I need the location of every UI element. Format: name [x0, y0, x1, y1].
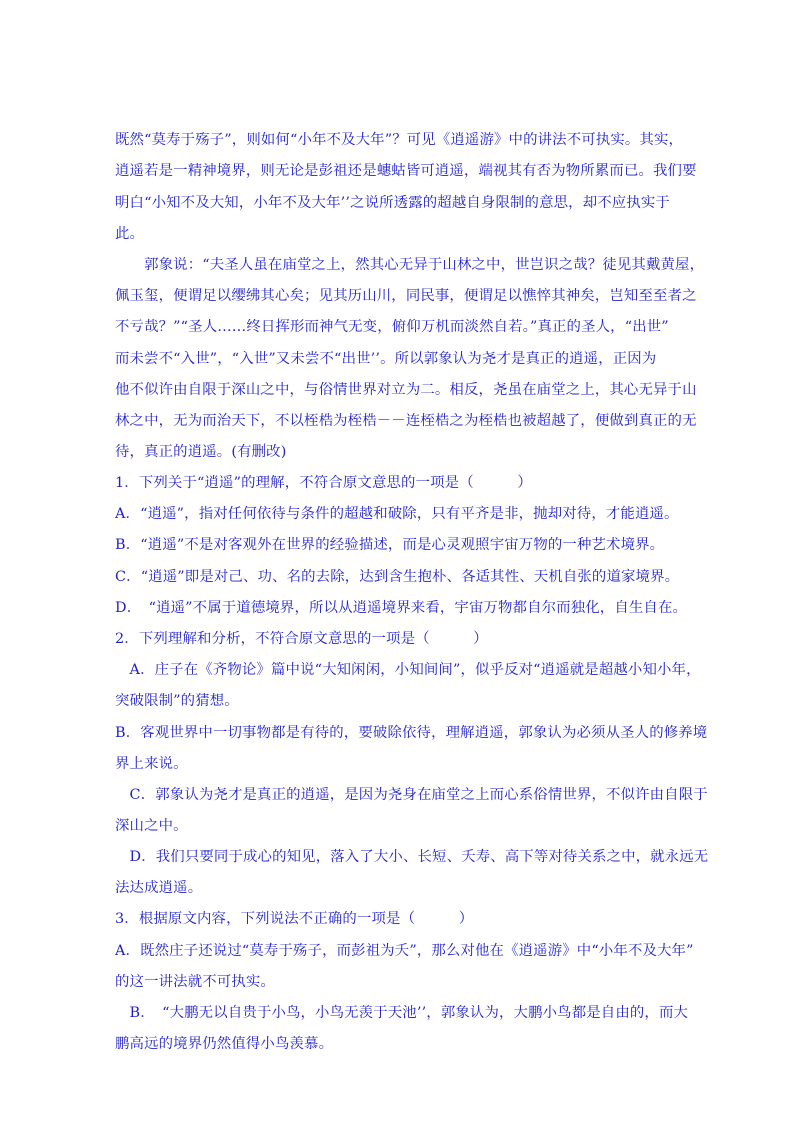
answer-option: 的这一讲法就不可执实。 [115, 974, 275, 990]
question-stem: 2．下列理解和分析，不符合原文意思的一项是（ ） [115, 631, 488, 647]
body-text-line: 郭象说：“夫圣人虽在庙堂之上，然其心无异于山林之中，世岂识之哉？徒见其戴黄屋， [115, 257, 705, 273]
body-text-line: 逍遥若是一精神境界，则无论是彭祖还是蟪蛄皆可逍遥，端视其有否为物所累而已。我们要 [115, 163, 697, 179]
answer-option: 法达成逍遥。 [115, 880, 203, 896]
answer-option: 突破限制”的猜想。 [115, 693, 239, 709]
body-text-line: 佩玉玺，便谓足以缨绋其心矣；见其历山川，同民事，便谓足以憔悴其神矣，岂知至至者之 [115, 288, 697, 304]
answer-option: 鹏高远的境界仍然值得小鸟羡慕。 [115, 1036, 334, 1052]
question-stem: 3．根据原文内容，下列说法不正确的一项是（ ） [115, 911, 474, 927]
body-text-line: 林之中，无为而治天下，不以桎梏为桎梏－－连桎梏之为桎梏也被超越了，便做到真正的无 [115, 413, 697, 429]
body-text-line: 待，真正的逍遥。(有删改) [115, 444, 287, 460]
answer-option: B．“逍遥”不是对客观外在世界的经验描述，而是心灵观照宇宙万物的一种艺术境界。 [115, 537, 665, 553]
answer-option: D． “逍遥”不属于道德境界，所以从逍遥境界来看，宇宙万物都自尔而独化，自生自在。 [115, 600, 688, 616]
answer-option: D．我们只要同于成心的知见，落入了大小、长短、夭寿、高下等对待关系之中，就永远无 [115, 849, 709, 865]
answer-option: 深山之中。 [115, 818, 188, 834]
body-text-line: 而未尝不“入世”，“入世”又未尝不“出世’’。所以郭象认为尧才是真正的逍遥，正因为 [115, 351, 657, 367]
body-text-line: 不亏哉？”“圣人……终日挥形而神气无变，俯仰万机而淡然自若。”真正的圣人，“出世” [115, 319, 669, 335]
answer-option: C．“逍遥”即是对己、功、名的去除，达到含生抱朴、各适其性、天机自张的道家境界。 [115, 569, 680, 585]
body-text-line: 他不似许由自限于深山之中，与俗情世界对立为二。相反，尧虽在庙堂之上，其心无异于山 [115, 382, 697, 398]
answer-option: B．客观世界中一切事物都是有待的，要破除依待，理解逍遥，郭象认为必须从圣人的修养境 [115, 725, 708, 741]
body-text-line: 明白“小知不及大知，小年不及大年’’之说所透露的超越自身限制的意思，却不应执实于 [115, 195, 670, 211]
answer-option: 界上来说。 [115, 756, 188, 772]
body-text-line: 既然“莫寿于殇子”，则如何“小年不及大年”？可见《逍遥游》中的讲法不可执实。其实， [115, 132, 684, 148]
answer-option: A．庄子在《齐物论》篇中说“大知闲闲，小知间间”，似乎反对“逍遥就是超越小知小年， [115, 662, 701, 678]
answer-option: A．“逍遥”，指对任何依待与条件的超越和破除，只有平齐是非，抛却对待，才能逍遥。 [115, 506, 679, 522]
body-text-line: 此。 [115, 226, 145, 242]
answer-option: C．郭象认为尧才是真正的逍遥，是因为尧身在庙堂之上而心系俗情世界，不似许由自限于 [115, 787, 708, 803]
answer-option: A．既然庄子还说过“莫寿于殇子，而彭祖为夭”，那么对他在《逍遥游》中“小年不及大年” [115, 943, 694, 959]
question-stem: 1．下列关于“逍遥”的理解，不符合原文意思的一项是（ ） [115, 475, 532, 491]
answer-option: B． “大鹏无以自贵于小鸟，小鸟无羡于天池’’，郭象认为，大鹏小鸟都是自由的，而大 [115, 1005, 689, 1021]
